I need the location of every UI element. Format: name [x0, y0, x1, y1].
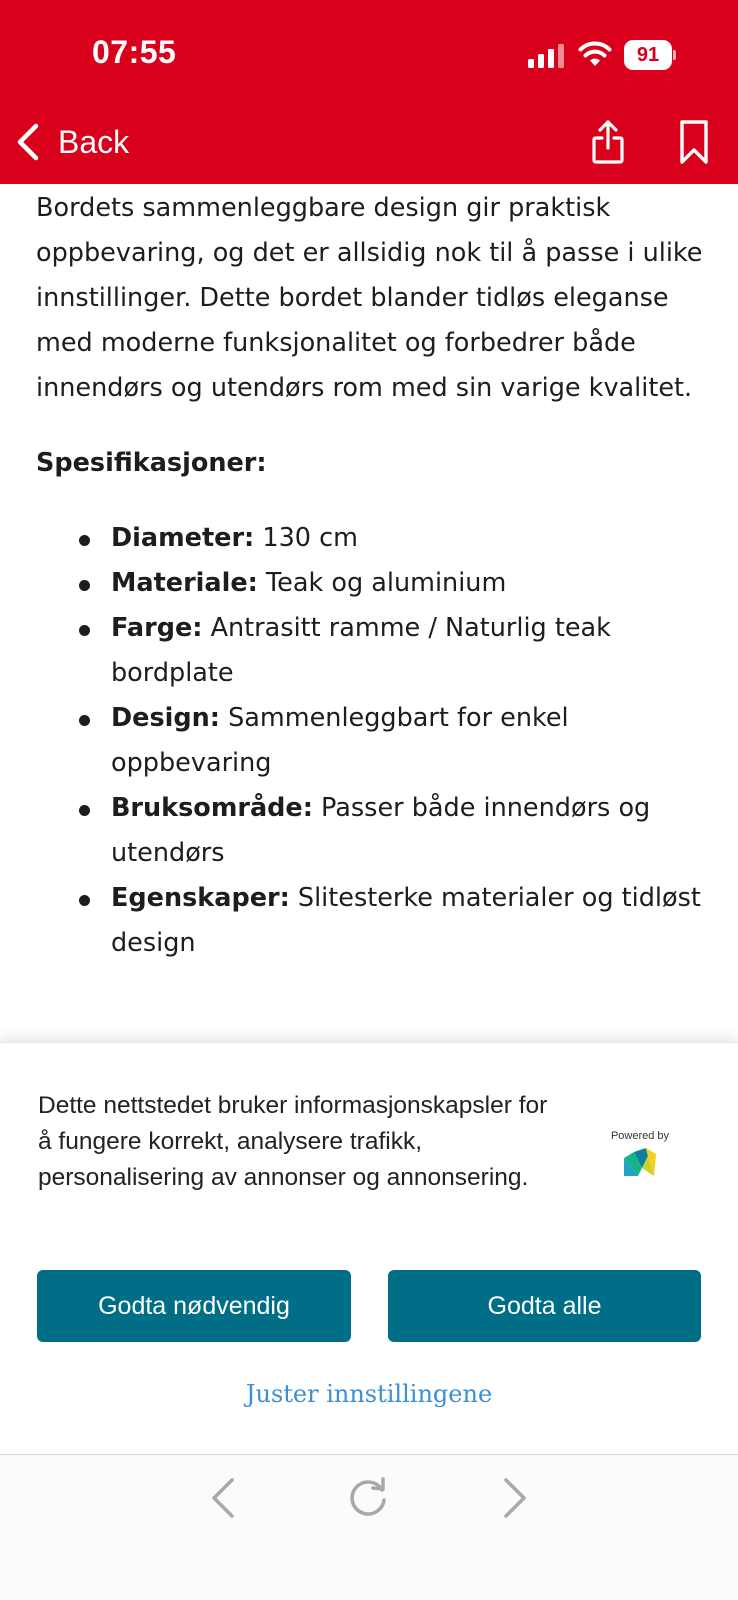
back-label: Back [58, 123, 130, 160]
spec-value: Slitesterke materialer og tidløst design [111, 883, 701, 958]
spec-item-usage [36, 786, 712, 876]
spec-key: Egenskaper: [111, 883, 290, 913]
spec-value: Teak og aluminium [257, 568, 507, 598]
accept-all-button[interactable]: Godta alle [388, 1270, 701, 1342]
accept-necessary-button[interactable]: Godta nødvendig [37, 1270, 351, 1342]
spec-heading: Spesifikasjoner: [36, 448, 267, 478]
cellular-signal-icon [528, 44, 566, 68]
spec-key: Design: [111, 703, 220, 733]
cookie-message: Dette nettstedet bruker informasjonskapsler for å fungere korrekt, analysere trafikk, personalisering av annonser og annonsering. [38, 1092, 548, 1191]
app-header [0, 0, 738, 184]
bookmark-icon[interactable] [676, 118, 712, 166]
spec-item-design [36, 696, 712, 786]
spec-item-color [36, 606, 712, 696]
spec-value: 130 cm [254, 523, 358, 553]
article-content [36, 186, 712, 966]
spec-item-properties [36, 876, 712, 966]
chevron-left-icon[interactable] [200, 1474, 248, 1522]
spec-item-material [36, 561, 712, 606]
spec-value: Antrasitt ramme / Naturlig teak bordplate [111, 613, 611, 688]
spec-key: Diameter: [111, 523, 255, 553]
article-paragraph: Bordets sammenleggbare design gir praktisk oppbevaring, og det er allsidig nok til å passe i ulike innstillinger. Dette bordet blander tidløs eleganse med moderne funksjonalitet og forbedrer både innendørs og utendørs rom med sin varige kvalitet. [36, 193, 703, 403]
spec-key: Materiale: [111, 568, 258, 598]
consent-provider-logo-icon [620, 1146, 660, 1180]
spec-value: Passer både innendørs og utendørs [111, 793, 651, 868]
status-time: 07:55 [92, 34, 177, 70]
spec-value: Sammenleggbart for enkel oppbevaring [111, 703, 569, 778]
spec-item-diameter [36, 516, 712, 561]
chevron-left-icon [14, 122, 42, 162]
back-button[interactable] [14, 120, 129, 164]
battery-icon [624, 40, 676, 70]
spec-key: Bruksområde: [111, 793, 313, 823]
spec-key: Farge: [111, 613, 203, 643]
reload-icon[interactable] [344, 1474, 392, 1522]
chevron-right-icon[interactable] [490, 1474, 538, 1522]
powered-by [600, 1130, 680, 1184]
wifi-icon [578, 40, 612, 68]
adjust-settings-link[interactable]: Juster innstillingene [245, 1380, 493, 1408]
spec-list [36, 516, 712, 966]
powered-by-label: Powered by [610, 1130, 670, 1142]
battery-level: 91 [624, 40, 672, 70]
share-icon[interactable] [588, 118, 628, 166]
